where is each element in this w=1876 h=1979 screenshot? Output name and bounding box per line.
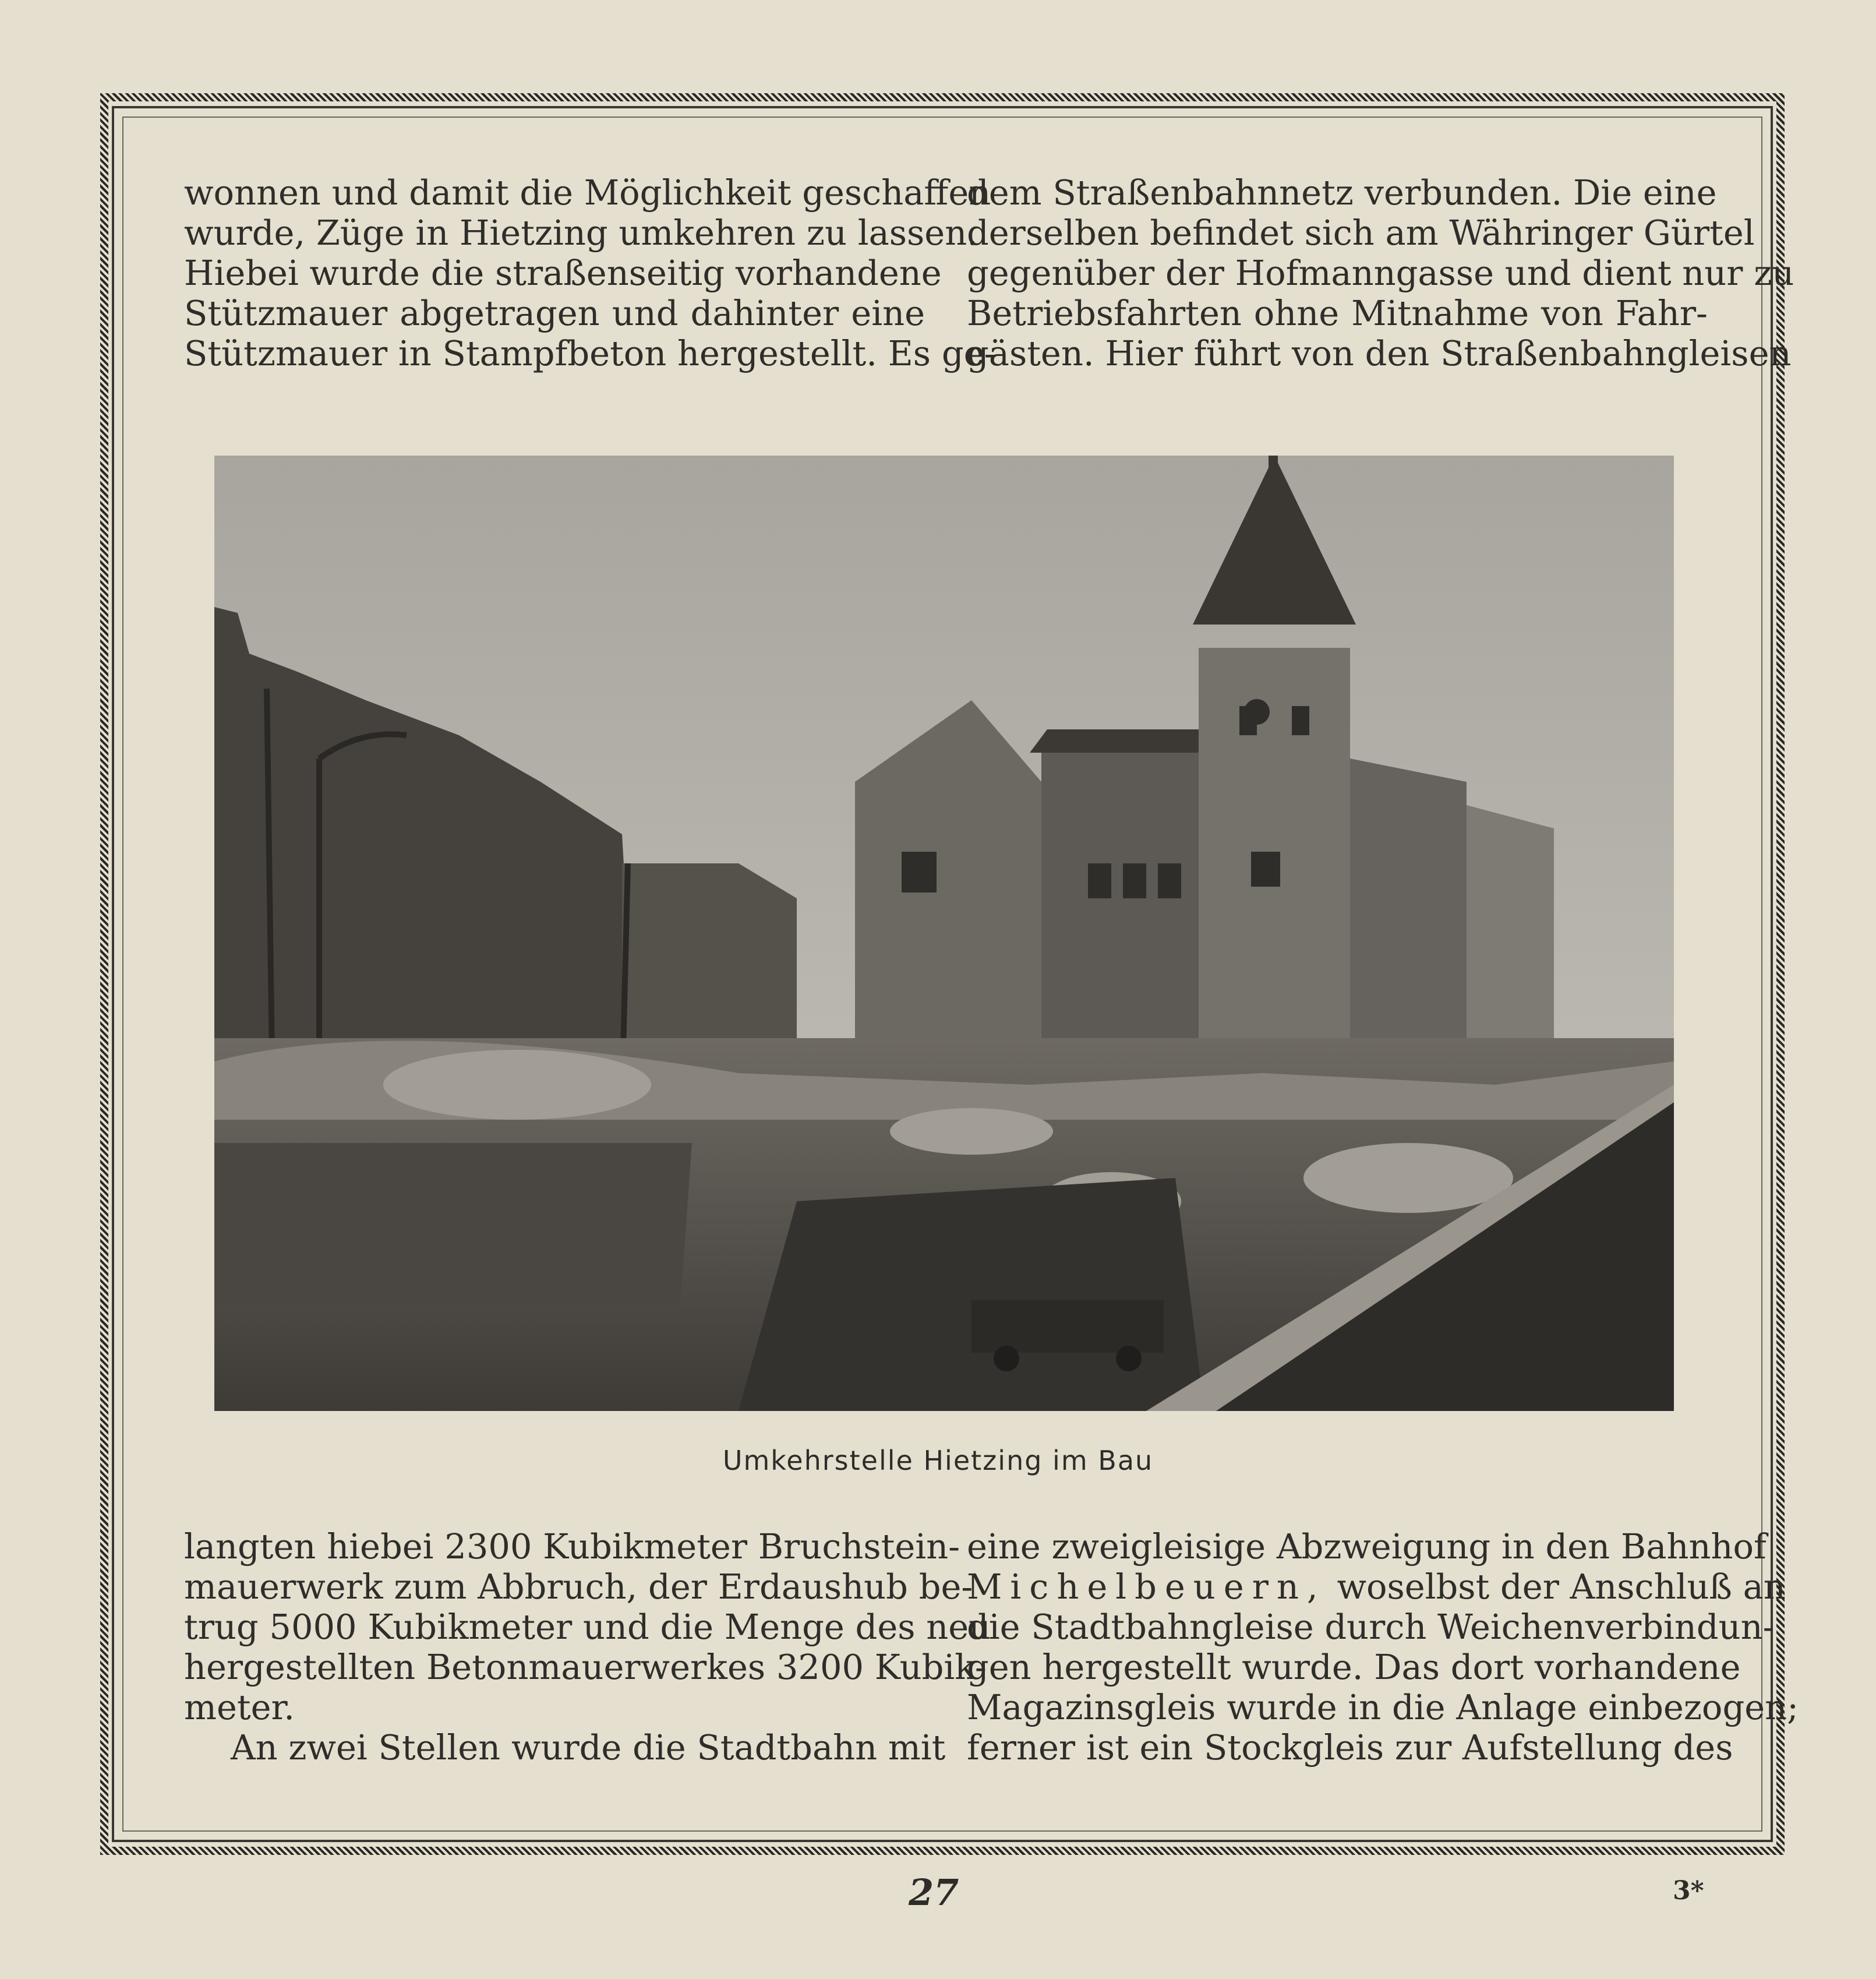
text-line: Betriebsfahrten ohne Mitnahme von Fahr- (967, 293, 1708, 333)
text-line: mauerwerk zum Abbruch, der Erdaushub be- (184, 1567, 973, 1607)
text-line: gen hergestellt wurde. Das dort vorhandene (967, 1647, 1741, 1687)
text-line: Stützmauer in Stampfbeton hergestellt. Es ge- (184, 333, 996, 373)
text-line: dem Straßenbahnnetz verbunden. Die eine (967, 172, 1717, 213)
text-line: langten hiebei 2300 Kubikmeter Bruchstein- (184, 1526, 960, 1567)
text-fragment: woselbst der Anschluß an (1337, 1567, 1786, 1607)
text-line: An zwei Stellen wurde die Stadtbahn mit (231, 1727, 946, 1768)
text-line: Stützmauer abgetragen und dahinter eine (184, 293, 925, 333)
text-line: gästen. Hier führt von den Straßenbahngleisen (967, 333, 1792, 373)
text-column-bottom-right (967, 1526, 1799, 1768)
text-line: wonnen und damit die Möglichkeit geschaffen (184, 172, 991, 213)
place-name: Michelbeuern, (967, 1567, 1326, 1607)
text-line: die Stadtbahngleise durch Weichenverbindun- (967, 1607, 1775, 1647)
text-line: Hiebei wurde die straßenseitig vorhandene (184, 253, 942, 293)
text-line (967, 1567, 1786, 1607)
text-column-top-right (967, 172, 1794, 373)
text-column-bottom-left (184, 1526, 991, 1768)
construction-photo (214, 456, 1674, 1411)
text-line: wurde, Züge in Hietzing umkehren zu lassen. (184, 213, 978, 253)
text-column-top-left (184, 172, 996, 373)
text-line: eine zweigleisige Abzweigung in den Bahnhof (967, 1526, 1767, 1567)
text-line: meter. (184, 1687, 295, 1727)
text-line: trug 5000 Kubikmeter und die Menge des neu (184, 1607, 991, 1647)
page-number: 27 (909, 1871, 959, 1914)
text-line: Magazinsgleis wurde in die Anlage einbezogen; (967, 1687, 1799, 1727)
text-line: hergestellten Betonmauerwerkes 3200 Kubik- (184, 1647, 987, 1687)
text-line: ferner ist ein Stockgleis zur Aufstellung des (967, 1727, 1733, 1768)
text-line: derselben befindet sich am Währinger Gürtel (967, 213, 1755, 253)
photo-caption: Umkehrstelle Hietzing im Bau (722, 1445, 1154, 1476)
signature-mark: 3* (1673, 1876, 1704, 1906)
text-line: gegenüber der Hofmanngasse und dient nur zu (967, 253, 1794, 293)
